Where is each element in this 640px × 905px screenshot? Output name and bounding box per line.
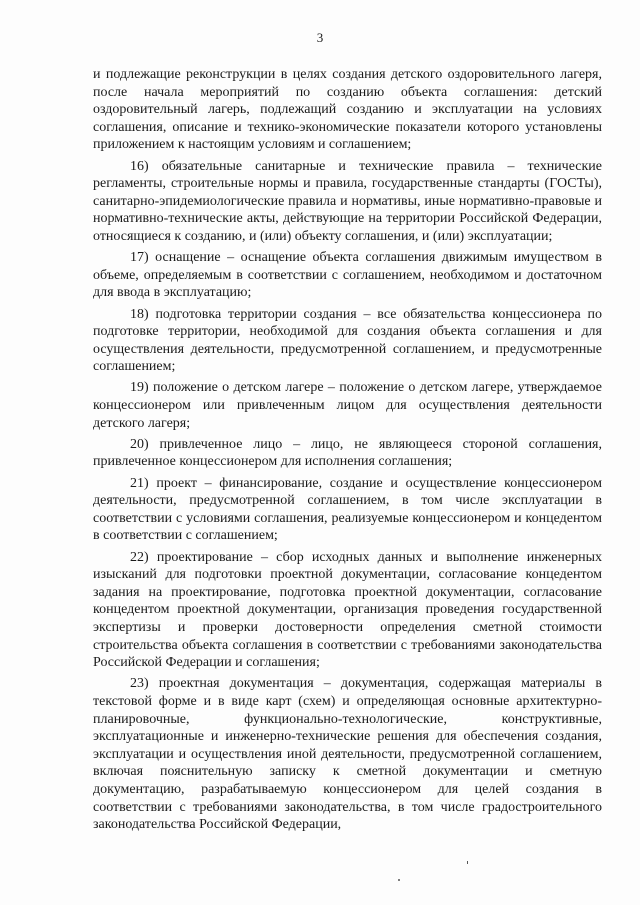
paragraph-item-17: 17) оснащение – оснащение объекта соглашения движимым имуществом в объеме, определяемым в соответствии с соглашением, необходимом и достаточном для ввода в эксплуатацию; bbox=[93, 250, 602, 301]
paragraph-continuation: и подлежащие реконструкции в целях создания детского оздоровительного лагеря, после начала мероприятий по созданию объекта соглашения: детский оздоровительный лагерь, подлежащий созданию и эксплуатации на условиях соглашения, описание и технико-экономические показатели которого установлены приложением к настоящим условиям и соглашением; bbox=[93, 67, 602, 153]
document-body bbox=[93, 66, 602, 834]
paragraph-item-22: 22) проектирование – сбор исходных данных и выполнение инженерных изысканий для подготовки проектной документации, согласование концедентом задания на проектирование, подготовка проектной документации, согласование концедентом проектной документации, организация проведения государственной экспертизы и проверки достоверности определения сметной стоимости строительства объекта соглашения в соответствии с требованиями законодательства Российской Федерации и соглашения; bbox=[93, 549, 602, 671]
paragraph-item-20: 20) привлеченное лицо – лицо, не являющееся стороной соглашения, привлеченное концессионером для исполнения соглашения; bbox=[93, 436, 602, 470]
paragraph-item-21: 21) проект – финансирование, создание и осуществление концессионером деятельности, предусмотренной соглашением, в том числе эксплуатации в соответствии с условиями соглашения, реализуемые концессионером и концедентом в соответствии с соглашением; bbox=[93, 475, 602, 544]
page-number: 3 bbox=[316, 30, 324, 45]
scan-speck bbox=[398, 879, 400, 881]
paragraph-item-19: 19) положение о детском лагере – положение о детском лагере, утверждаемое концессионером или привлеченным лицом для осуществления деятельности детского лагеря; bbox=[93, 380, 602, 431]
scan-speck bbox=[467, 861, 468, 864]
paragraph-item-18: 18) подготовка территории создания – все обязательства концессионера по подготовке территории, необходимой для создания объекта соглашения и для осуществления деятельности, предусмотренной соглашением, и предусмотренные соглашением; bbox=[93, 306, 602, 375]
paragraph-item-16: 16) обязательные санитарные и технические правила – технические регламенты, строительные нормы и правила, государственные стандарты (ГОСТы), санитарно-эпидемиологические правила и нормативы, иные нормативно-правовые и нормативно-технические акты, действующие на территории Российской Федерации, относящиеся к созданию, и (или) объекту соглашения, и (или) эксплуатации; bbox=[93, 158, 602, 244]
paragraph-item-23: 23) проектная документация – документация, содержащая материалы в текстовой форме и в виде карт (схем) и определяющая основные архитектурно-планировочные, функционально-технологические, конструктивные, эксплуатационные и инженерно-технические решения для обеспечения создания, эксплуатации и осуществления иной деятельности, предусмотренной соглашением, включая пояснительную записку к сметной документации и сметную документацию, разрабатываемую концессионером для целей создания в соответствии с требованиями законодательства, в том числе градостроительного законодательства Российской Федерации, bbox=[93, 676, 602, 833]
